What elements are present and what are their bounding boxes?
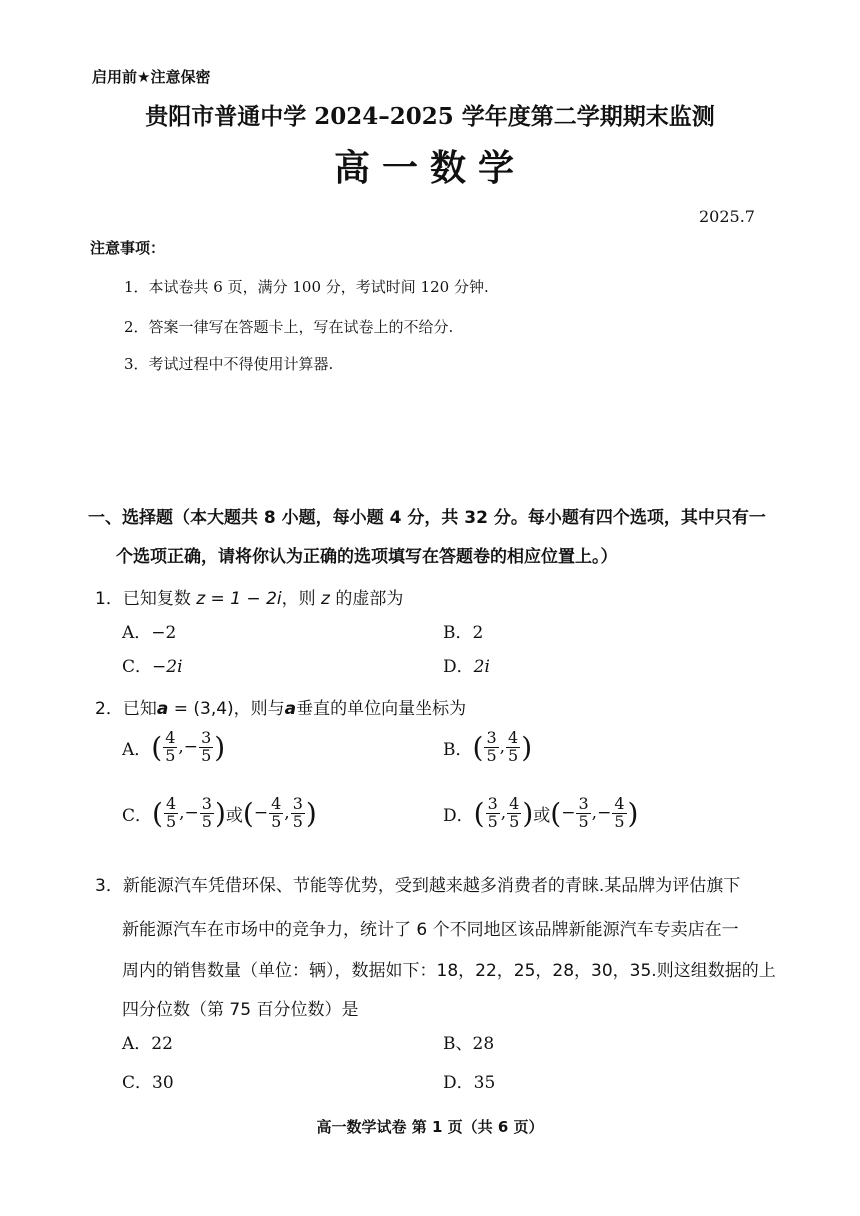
exam-title: 贵阳市普通中学 2024–2025 学年度第二学期期末监测 bbox=[145, 103, 715, 130]
fraction: $\frac{3}{5}$ bbox=[201, 794, 212, 831]
question-3-stem-line1: 3．新能源汽车凭借环保、节能等优势，受到越来越多消费者的青睐.某品牌为评估旗下 bbox=[95, 876, 741, 896]
notice-heading: 注意事项： bbox=[90, 239, 166, 257]
fraction: $\frac{4}{5}$ bbox=[165, 728, 176, 765]
q3-option-a: A．22 bbox=[122, 1034, 173, 1054]
fraction: $\frac{4}{5}$ bbox=[165, 794, 177, 831]
exam-date: 2025.7 bbox=[699, 207, 755, 226]
question-3-stem-line2: 新能源汽车在市场中的竞争力，统计了 6 个不同地区该品牌新能源汽车专卖店在一 bbox=[122, 920, 739, 940]
exam-subject: 高一数学 bbox=[333, 147, 526, 189]
question-1-stem: 1．已知复数 z = 1 − 2i，则 z 的虚部为 bbox=[95, 589, 404, 609]
question-3-stem-line4: 四分位数（第 75 百分位数）是 bbox=[122, 1000, 359, 1020]
q2-option-a: A． ( $\frac{4}{5}$ ,− $\frac{3}{5}$ ) bbox=[122, 728, 226, 765]
q3-option-b: B、28 bbox=[443, 1034, 495, 1054]
fraction: $\frac{4}{5}$ bbox=[614, 794, 625, 831]
q2-option-b: B． ( $\frac{3}{5}$ , $\frac{4}{5}$ ) bbox=[443, 728, 533, 765]
fraction: $\frac{4}{5}$ bbox=[509, 794, 520, 831]
notice-item: 3．考试过程中不得使用计算器. bbox=[124, 355, 334, 373]
q1-option-b: B．2 bbox=[443, 623, 484, 643]
question-3-stem-line3: 周内的销售数量（单位：辆），数据如下：18，22，25，28，30，35.则这组数据的上 bbox=[122, 961, 776, 981]
fraction: $\frac{4}{5}$ bbox=[271, 794, 282, 831]
q3-option-d: D．35 bbox=[443, 1073, 496, 1093]
q1-option-c: C．−2i bbox=[122, 657, 183, 677]
fraction: $\frac{3}{5}$ bbox=[292, 794, 303, 831]
fraction: $\frac{3}{5}$ bbox=[487, 794, 498, 831]
fraction: $\frac{3}{5}$ bbox=[486, 728, 497, 765]
q2-option-d: D． ( $\frac{3}{5}$ , $\frac{4}{5}$ ) 或 ( − $\frac{3}{5}$ ,− $\frac{4}{5}$ ) bbox=[443, 794, 639, 831]
section-heading: 一、选择题（本大题共 8 小题，每小题 4 分，共 32 分。每小题有四个选项，其中只有一 bbox=[88, 508, 766, 528]
notice-item: 1．本试卷共 6 页，满分 100 分，考试时间 120 分钟. bbox=[124, 278, 489, 296]
fraction: $\frac{4}{5}$ bbox=[508, 728, 519, 765]
page-footer: 高一数学试卷 第 1 页（共 6 页） bbox=[316, 1118, 544, 1136]
section-heading-cont: 个选项正确，请将你认为正确的选项填写在答题卷的相应位置上。） bbox=[116, 547, 618, 567]
confidential-label: 启用前★注意保密 bbox=[92, 68, 211, 86]
question-2-stem: 2．已知a = (3,4)，则与a垂直的单位向量坐标为 bbox=[95, 699, 467, 719]
q1-option-d: D．2i bbox=[443, 657, 490, 677]
q3-option-c: C．30 bbox=[122, 1073, 174, 1093]
fraction: $\frac{3}{5}$ bbox=[201, 728, 212, 765]
fraction: $\frac{3}{5}$ bbox=[578, 794, 589, 831]
notice-item: 2．答案一律写在答题卡上，写在试卷上的不给分. bbox=[124, 318, 454, 336]
q2-option-c: C． ( $\frac{4}{5}$ ,− $\frac{3}{5}$ ) 或 ( − $\frac{4}{5}$ , $\frac{3}{5}$ ) bbox=[122, 794, 317, 831]
q1-option-a: A．−2 bbox=[122, 623, 177, 643]
